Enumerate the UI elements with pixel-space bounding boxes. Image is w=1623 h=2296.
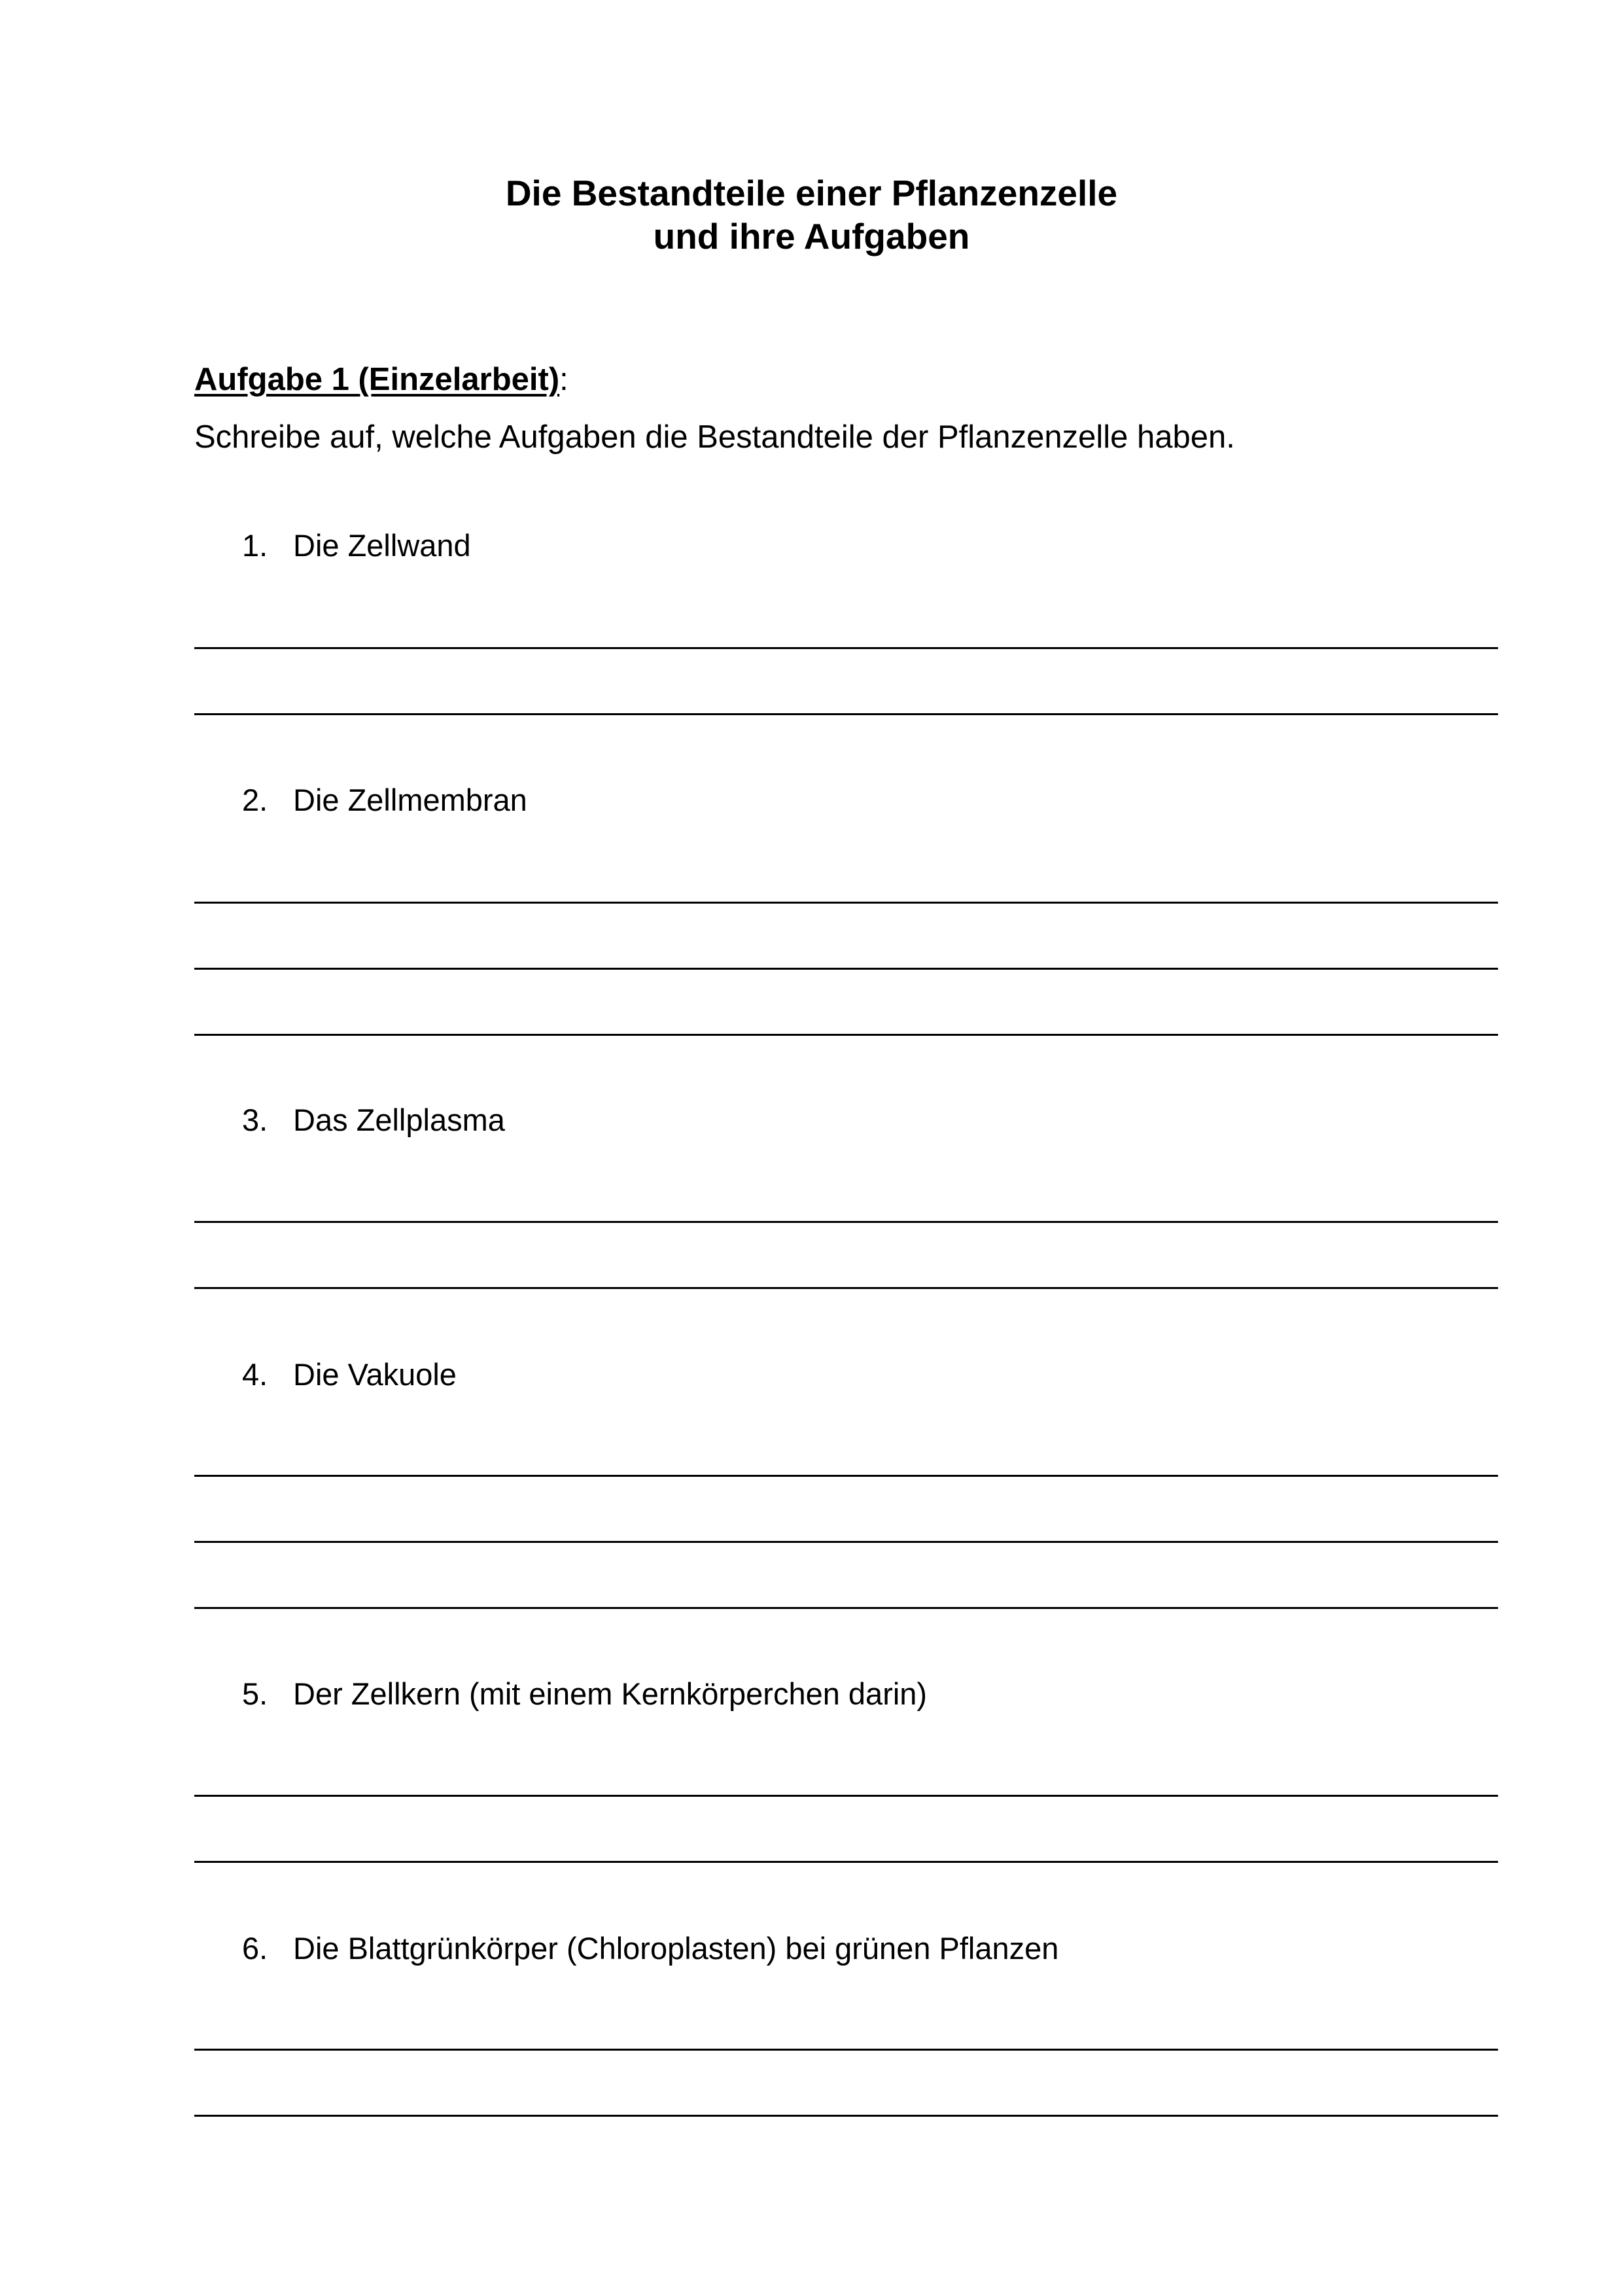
- item-label: Die Blattgrünkörper (Chloroplasten) bei grünen Pflanzen: [293, 1931, 1059, 1966]
- task-colon: :: [559, 362, 568, 397]
- answer-line[interactable]: [194, 1795, 1498, 1797]
- answer-line[interactable]: [194, 1607, 1498, 1609]
- list-item: [242, 782, 527, 819]
- item-number: 4.: [242, 1357, 268, 1392]
- item-label: Die Vakuole: [293, 1357, 457, 1392]
- item-label: Die Zellwand: [293, 528, 471, 563]
- answer-line[interactable]: [194, 1221, 1498, 1223]
- answer-line[interactable]: [194, 1034, 1498, 1036]
- answer-line[interactable]: [194, 902, 1498, 904]
- list-item: [242, 1102, 505, 1139]
- answer-line[interactable]: [194, 2049, 1498, 2051]
- list-item: [242, 527, 471, 564]
- answer-line[interactable]: [194, 1541, 1498, 1543]
- answer-line[interactable]: [194, 968, 1498, 970]
- item-number: 2.: [242, 783, 268, 817]
- item-label: Das Zellplasma: [293, 1103, 505, 1137]
- item-label: Die Zellmembran: [293, 783, 527, 817]
- page-title-line-2: und ihre Aufgaben: [653, 216, 970, 256]
- task-label: Aufgabe 1 (Einzelarbeit): [194, 362, 560, 397]
- answer-line[interactable]: [194, 1861, 1498, 1863]
- item-number: 6.: [242, 1931, 268, 1966]
- task-heading: [194, 360, 568, 399]
- answer-line[interactable]: [194, 1475, 1498, 1477]
- list-item: [242, 1356, 457, 1393]
- item-number: 1.: [242, 528, 268, 563]
- task-instruction: Schreibe auf, welche Aufgaben die Bestandteile der Pflanzenzelle haben.: [194, 419, 1235, 455]
- item-number: 5.: [242, 1676, 268, 1711]
- item-label: Der Zellkern (mit einem Kernkörperchen darin): [293, 1676, 928, 1711]
- answer-line[interactable]: [194, 1287, 1498, 1289]
- page-title-line-1: Die Bestandteile einer Pflanzenzelle: [505, 173, 1118, 213]
- answer-line[interactable]: [194, 713, 1498, 715]
- item-number: 3.: [242, 1103, 268, 1137]
- answer-line[interactable]: [194, 647, 1498, 649]
- list-item: [242, 1676, 927, 1712]
- answer-line[interactable]: [194, 2115, 1498, 2117]
- list-item: [242, 1930, 1058, 1967]
